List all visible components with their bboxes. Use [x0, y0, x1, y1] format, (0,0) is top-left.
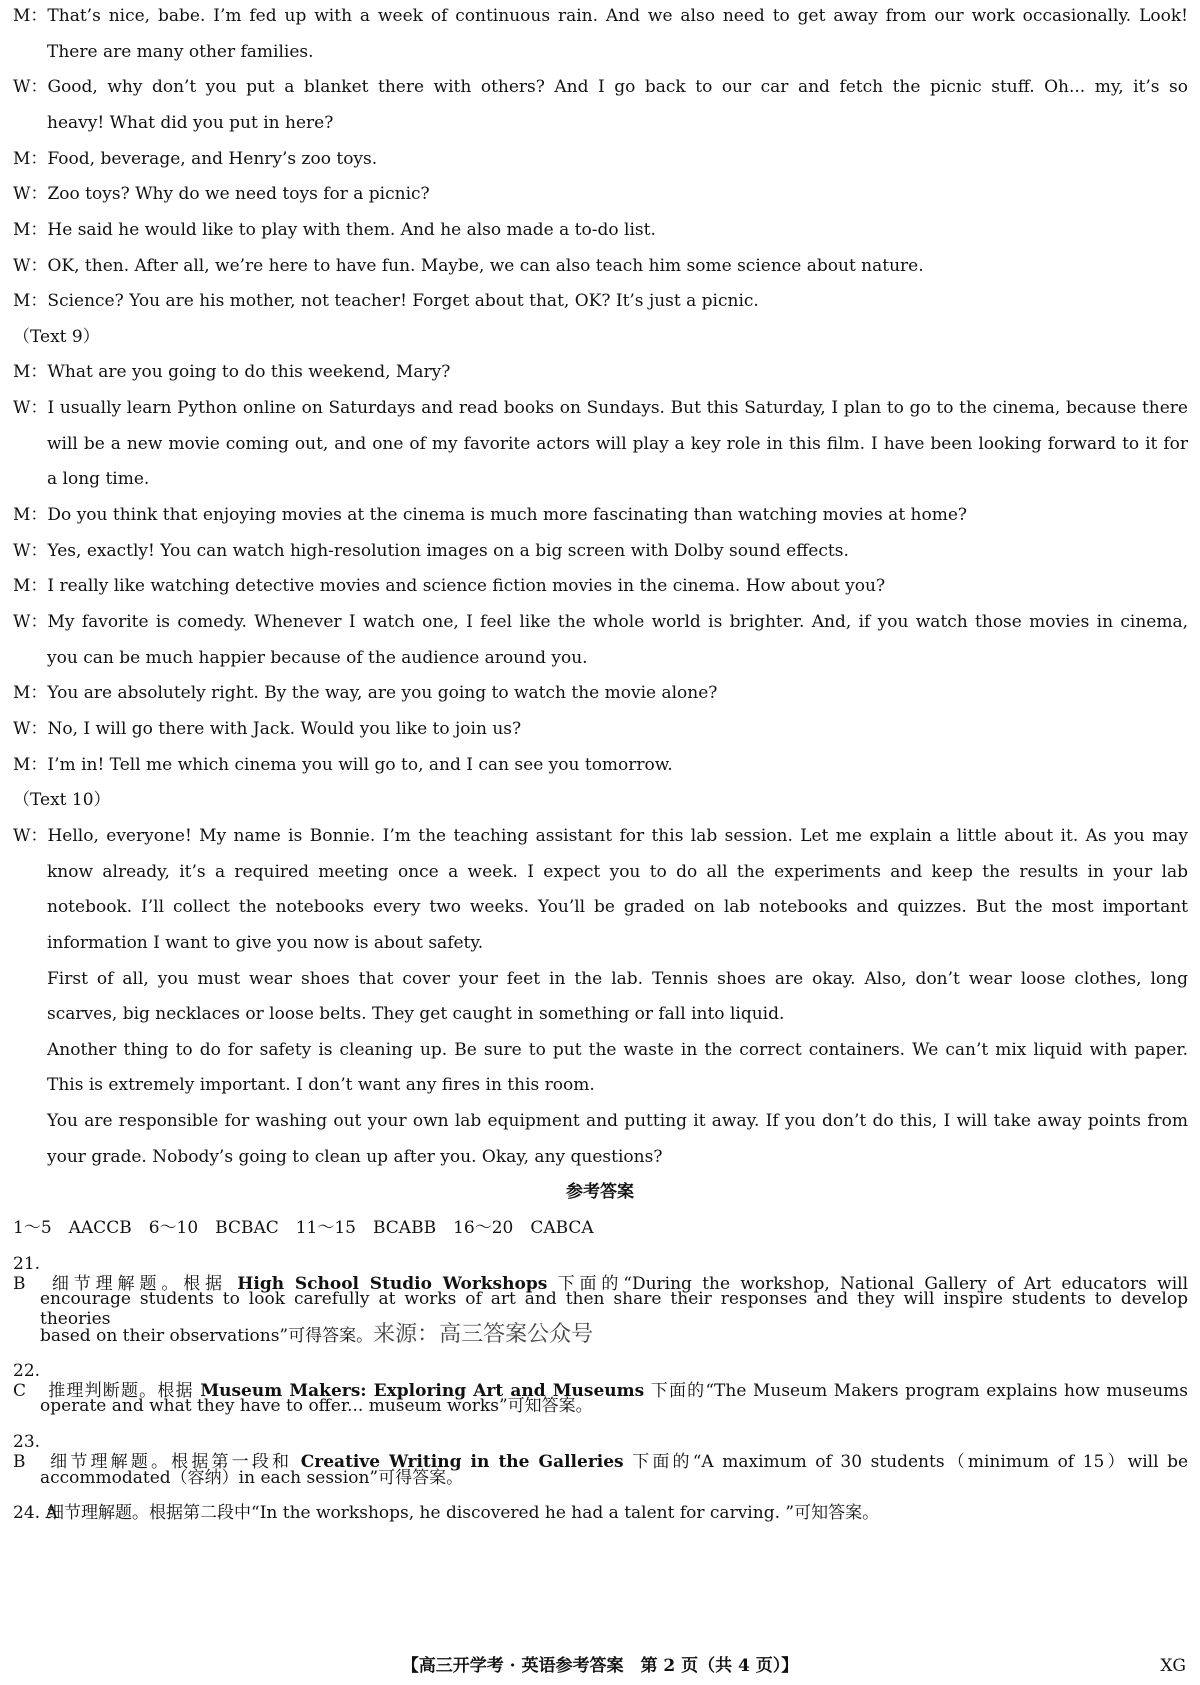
text8-turn-line: There are many other families.: [47, 42, 314, 62]
utterance-text: Zoo toys? Why do we need toys for a picnic?: [47, 184, 430, 204]
utterance-text: OK, then. After all, we’re here to have fun. Maybe, we can also teach him some science about nature.: [47, 256, 924, 276]
explanation-text: 细节理解题。根据第二段中“In the workshops, he discovered he had a talent for carving. ”可知答案。: [47, 1503, 880, 1523]
explanation-text: 细节理解题。根据第一段和: [47, 1452, 301, 1472]
text9-turn-line: [13, 541, 1188, 561]
text9-turn-line: [13, 398, 1188, 418]
text9-turn-line: will be a new movie coming out, and one of my favorite actors will play a key role in this film. I have been looking forward to it for: [47, 434, 1188, 454]
passage-heading-ref: High School Studio Workshops: [237, 1274, 548, 1294]
utterance-text: He said he would like to play with them. And he also made a to-do list.: [47, 220, 656, 240]
explanation-text: operate and what they have to offer... museum works”可知答案。: [40, 1396, 593, 1416]
utterance-text: Do you think that enjoying movies at the cinema is much more fascinating than watching movies at home?: [47, 505, 968, 525]
text8-turn-line: [13, 220, 1188, 240]
text10-line: know already, it’s a required meeting once a week. I expect you to do all the experiments and keep the results in your lab: [47, 862, 1188, 882]
text8-turn-line: [13, 256, 1188, 276]
explanation-text: accommodated（容纳）in each session”可得答案。: [40, 1468, 464, 1488]
answer-explanation-line: [13, 1254, 1189, 1294]
explanation-text: 下面的“A maximum of 30 students（minimum of 15）will be: [623, 1452, 1189, 1472]
text8-turn-line: heavy! What did you put in here?: [47, 113, 334, 133]
text10-line: your grade. Nobody’s going to clean up after you. Okay, any questions?: [47, 1147, 663, 1167]
speaker-label: M：: [13, 220, 48, 240]
speaker-label: W：: [13, 184, 48, 204]
text8-turn-line: [13, 77, 1188, 97]
explanation-text: 推理判断题。根据: [47, 1381, 201, 1401]
speaker-label: W：: [13, 398, 48, 418]
speaker-label: W：: [13, 256, 48, 276]
footer-page-info: 【高三开学考 · 英语参考答案 第 2 页（共 4 页）】: [401, 1656, 799, 1676]
answer-explanation-line: [40, 1322, 1188, 1347]
explanation-text: encourage students to look carefully at works of art and then share their responses and they will inspire students to develop theories: [40, 1289, 1188, 1329]
text8-turn-line: [13, 6, 1188, 26]
answer-explanation-line: [40, 1396, 1188, 1416]
text10-label: （Text 10）: [13, 790, 111, 810]
text9-turn-line: [13, 755, 1188, 775]
text9-turn-line: [13, 505, 1188, 525]
explanation-text: 下面的“During the workshop, National Gallery of Art educators will: [547, 1274, 1189, 1294]
answer-explanation-line: [13, 1361, 1189, 1401]
speaker-label: M：: [13, 683, 48, 703]
speaker-label: W：: [13, 541, 48, 561]
passage-heading-ref: Museum Makers: Exploring Art and Museums: [200, 1381, 645, 1401]
explanation-text: 细节理解题。根据: [47, 1274, 238, 1294]
answer-explanation-line: [13, 1503, 1188, 1523]
text10-line: scarves, big necklaces or loose belts. They get caught in something or fall into liquid.: [47, 1004, 785, 1024]
speaker-label: M：: [13, 291, 48, 311]
text10-line: First of all, you must wear shoes that cover your feet in the lab. Tennis shoes are okay. Also, don’t wear loose clothes, long: [47, 969, 1188, 989]
text10-line: [13, 826, 1188, 846]
speaker-label: M：: [13, 149, 48, 169]
speaker-label: W：: [13, 826, 48, 846]
speaker-label: M：: [13, 576, 48, 596]
text9-turn-line: you can be much happier because of the audience around you.: [47, 648, 588, 668]
speaker-label: M：: [13, 362, 48, 382]
text10-line: notebook. I’ll collect the notebooks every two weeks. You’ll be graded on lab notebooks and quizzes. But the most important: [47, 897, 1188, 917]
utterance-text: I’m in! Tell me which cinema you will go to, and I can see you tomorrow.: [47, 755, 673, 775]
text9-turn-line: [13, 362, 1188, 382]
speaker-label: W：: [13, 719, 48, 739]
answer-number: 24. A: [13, 1503, 58, 1523]
speaker-label: W：: [13, 612, 48, 632]
text8-turn-line: [13, 184, 1188, 204]
answer-number: 22. C: [13, 1361, 41, 1401]
text9-turn-line: [13, 612, 1188, 632]
answer-key-line: 1～5 AACCB 6～10 BCBAC 11～15 BCABB 16～20 CABCA: [13, 1218, 594, 1238]
utterance-text: That’s nice, babe. I’m fed up with a week of continuous rain. And we also need to get away from our work occasionally. Look!: [47, 6, 1188, 26]
text9-turn-line: [13, 683, 1188, 703]
answer-number: 23. B: [13, 1432, 41, 1472]
utterance-text: No, I will go there with Jack. Would you like to join us?: [47, 719, 522, 739]
text8-turn-line: [13, 149, 1188, 169]
text9-label: （Text 9）: [13, 327, 100, 347]
source-watermark-text: 来源：高三答案公众号: [373, 1322, 594, 1347]
answer-explanation-line: [40, 1468, 1188, 1488]
text10-line: information I want to give you now is about safety.: [47, 933, 484, 953]
speaker-label: M：: [13, 755, 48, 775]
explanation-text: 下面的“The Museum Makers program explains how museums: [644, 1381, 1189, 1401]
text10-line: This is extremely important. I don’t want any fires in this room.: [47, 1075, 595, 1095]
passage-heading-ref: Creative Writing in the Galleries: [300, 1452, 624, 1472]
answer-explanation-line: [40, 1289, 1188, 1329]
text9-turn-line: [13, 576, 1188, 596]
answer-explanation-line: [13, 1432, 1189, 1472]
utterance-text: Yes, exactly! You can watch high-resolution images on a big screen with Dolby sound effects.: [47, 541, 849, 561]
text9-turn-line: [13, 719, 1188, 739]
utterance-text: Good, why don’t you put a blanket there with others? And I go back to our car and fetch the picnic stuff. Oh... my, it’s so: [47, 77, 1188, 97]
text10-line: You are responsible for washing out your own lab equipment and putting it away. If you don’t do this, I will take away points from: [47, 1111, 1188, 1131]
speaker-label: M：: [13, 505, 48, 525]
utterance-text: Hello, everyone! My name is Bonnie. I’m the teaching assistant for this lab session. Let me explain a little about it. As you may: [47, 826, 1188, 846]
answer-heading: 参考答案: [566, 1182, 634, 1202]
footer-code: XG: [1160, 1656, 1186, 1676]
speaker-label: M：: [13, 6, 48, 26]
answer-number: 21. B: [13, 1254, 41, 1294]
utterance-text: What are you going to do this weekend, Mary?: [47, 362, 451, 382]
text9-turn-line: a long time.: [47, 469, 150, 489]
text8-turn-line: [13, 291, 1188, 311]
utterance-text: My favorite is comedy. Whenever I watch one, I feel like the whole world is brighter. And, if you watch those movies in cinema,: [47, 612, 1188, 632]
utterance-text: Science? You are his mother, not teacher! Forget about that, OK? It’s just a picnic.: [47, 291, 759, 311]
utterance-text: Food, beverage, and Henry’s zoo toys.: [47, 149, 378, 169]
text10-line: Another thing to do for safety is cleaning up. Be sure to put the waste in the correct containers. We can’t mix liquid with paper.: [47, 1040, 1188, 1060]
utterance-text: I really like watching detective movies and science fiction movies in the cinema. How about you?: [47, 576, 886, 596]
utterance-text: You are absolutely right. By the way, are you going to watch the movie alone?: [47, 683, 718, 703]
utterance-text: I usually learn Python online on Saturdays and read books on Sundays. But this Saturday, I plan to go to the cinema, because there: [47, 398, 1188, 418]
explanation-text: based on their observations”可得答案。: [40, 1326, 374, 1346]
speaker-label: W：: [13, 77, 48, 97]
